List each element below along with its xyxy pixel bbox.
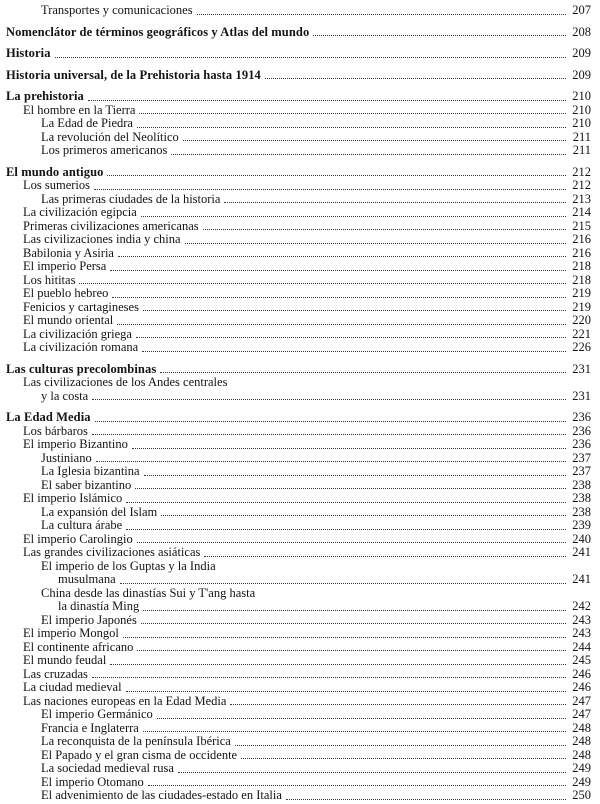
toc-entry-label: El imperio Bizantino <box>23 437 128 451</box>
section-gap <box>6 82 591 90</box>
toc-row <box>6 654 591 668</box>
toc-row <box>6 600 591 614</box>
dot-leader <box>112 297 566 298</box>
toc-entry-label: Justiniano <box>41 450 92 465</box>
toc-entry-label: La civilización griega <box>23 326 132 341</box>
toc-row <box>6 179 591 193</box>
page-number: 209 <box>572 46 591 60</box>
page-number: 240 <box>572 531 591 546</box>
dot-leader <box>88 100 566 101</box>
toc-entry-label: La ciudad medieval <box>23 680 122 694</box>
toc-row <box>6 708 591 722</box>
dot-leader <box>135 488 566 489</box>
page-number: 209 <box>572 67 591 82</box>
toc-entry-label: Las primeras ciudades de la historia <box>41 191 221 206</box>
toc-row <box>6 90 591 104</box>
toc-entry-label: El imperio Japonés <box>41 612 137 627</box>
dot-leader <box>230 704 566 705</box>
page-number: 249 <box>572 761 591 775</box>
toc-entry-label: La civilización egipcia <box>23 205 137 219</box>
page-number: 212 <box>572 164 591 179</box>
toc-row <box>6 452 591 466</box>
toc-row <box>6 328 591 342</box>
toc-row <box>6 411 591 425</box>
dot-leader <box>126 529 566 530</box>
dot-leader <box>141 623 566 624</box>
toc-entry-label: Francia e Inglaterra <box>41 720 139 735</box>
page-number: 218 <box>572 259 591 273</box>
toc-entry-label: La Edad Media <box>6 410 91 424</box>
toc-row <box>6 789 591 803</box>
toc-row <box>6 438 591 452</box>
dot-leader <box>137 542 566 543</box>
toc-entry-label: Primeras civilizaciones americanas <box>23 218 199 233</box>
page-number: 249 <box>572 774 591 789</box>
toc-entry-label: La Iglesia bizantina <box>41 464 140 478</box>
page-number: 243 <box>572 626 591 640</box>
toc-entry-label: Las civilizaciones de los Andes centrales <box>23 375 228 389</box>
dot-leader <box>55 57 566 58</box>
toc-entry-label: Fenicios y cartagineses <box>23 299 139 314</box>
toc-entry-label: China desde las dinastías Sui y T'ang hasta <box>41 585 256 600</box>
page-number: 219 <box>572 286 591 300</box>
page-number: 236 <box>572 423 591 438</box>
page-number: 212 <box>572 178 591 192</box>
dot-leader <box>161 515 566 516</box>
page-number: 215 <box>572 218 591 233</box>
dot-leader <box>144 475 566 476</box>
toc-entry-label: El imperio Carolingio <box>23 531 133 546</box>
toc-row <box>6 69 591 83</box>
dot-leader <box>286 799 566 800</box>
toc-row <box>6 131 591 145</box>
dot-leader <box>120 583 566 584</box>
toc-entry-label: El imperio Mongol <box>23 626 119 640</box>
dot-leader <box>241 758 566 759</box>
toc-row <box>6 546 591 560</box>
page-number: 248 <box>572 747 591 762</box>
toc-row <box>6 220 591 234</box>
toc-entry-label: La civilización romana <box>23 340 139 354</box>
toc-entry-label: Historia universal, de la Prehistoria hasta 1914 <box>6 67 261 82</box>
toc-row <box>6 376 591 390</box>
toc-entry-label: El imperio Otomano <box>41 774 144 789</box>
page-number: 216 <box>572 232 591 246</box>
toc-row <box>6 749 591 763</box>
toc-row <box>6 274 591 288</box>
toc-row <box>6 314 591 328</box>
page-number: 247 <box>572 707 591 721</box>
toc-entry-label: El imperio Germánico <box>41 707 153 721</box>
toc-list <box>6 4 591 803</box>
toc-row <box>6 492 591 506</box>
page-number: 208 <box>572 24 591 39</box>
dot-leader <box>313 35 566 36</box>
dot-leader <box>118 256 566 257</box>
page-number: 248 <box>572 720 591 735</box>
toc-entry-label: El mundo feudal <box>23 653 107 667</box>
dot-leader <box>94 189 566 190</box>
toc-row <box>6 695 591 709</box>
dot-leader <box>148 785 566 786</box>
toc-row <box>6 668 591 682</box>
toc-row <box>6 233 591 247</box>
toc-entry-label: El hombre en la Tierra <box>23 102 136 117</box>
page-number: 207 <box>572 3 591 17</box>
toc-row <box>6 573 591 587</box>
toc-row <box>6 614 591 628</box>
page-number: 246 <box>572 666 591 681</box>
toc-row <box>6 247 591 261</box>
toc-row <box>6 762 591 776</box>
dot-leader <box>136 337 566 338</box>
toc-row <box>6 681 591 695</box>
dot-leader <box>96 461 566 462</box>
page-number: 219 <box>572 299 591 314</box>
dot-leader <box>92 399 566 400</box>
toc-entry-label: Transportes y comunicaciones <box>41 3 193 17</box>
toc-row <box>6 104 591 118</box>
page-number: 210 <box>572 102 591 117</box>
toc-entry-label: La expansión del Islam <box>41 504 158 519</box>
page-number: 244 <box>572 639 591 654</box>
toc-entry-label: Los sumerios <box>23 178 91 192</box>
toc-entry-label: El saber bizantino <box>41 477 132 492</box>
dot-leader <box>117 324 566 325</box>
page-number: 248 <box>572 734 591 748</box>
dot-leader <box>185 243 566 244</box>
toc-entry-label: Historia <box>6 46 51 60</box>
toc-row <box>6 776 591 790</box>
toc-entry-label: La Edad de Piedra <box>41 116 133 130</box>
toc-row <box>6 144 591 158</box>
page-number: 231 <box>572 388 591 403</box>
page-number: 242 <box>572 599 591 613</box>
section-gap <box>6 39 591 47</box>
dot-leader <box>143 610 566 611</box>
section-gap <box>6 403 591 411</box>
toc-entry-label: La cultura árabe <box>41 518 123 532</box>
toc-entry-label: Los bárbaros <box>23 423 88 438</box>
page-number: 238 <box>572 504 591 519</box>
toc-entry-label: La revolución del Neolítico <box>41 129 179 144</box>
page-number: 239 <box>572 518 591 532</box>
dot-leader <box>126 502 566 503</box>
dot-leader <box>183 140 566 141</box>
dot-leader <box>143 731 566 732</box>
toc-row <box>6 533 591 547</box>
page-number: 210 <box>572 89 591 103</box>
page-number: 220 <box>572 313 591 327</box>
toc-row <box>6 519 591 533</box>
toc-entry-label: El imperio Islámico <box>23 491 123 505</box>
page-number: 241 <box>572 545 591 559</box>
toc-row <box>6 4 591 18</box>
dot-leader <box>178 772 566 773</box>
toc-entry-label: Las culturas precolombinas <box>6 361 157 376</box>
page-number: 238 <box>572 477 591 492</box>
toc-row <box>6 341 591 355</box>
dot-leader <box>95 421 566 422</box>
toc-entry-label: La sociedad medieval rusa <box>41 761 174 775</box>
dot-leader <box>92 677 566 678</box>
page-number: 237 <box>572 464 591 478</box>
toc-entry-label: El Papado y el gran cisma de occidente <box>41 747 238 762</box>
dot-leader <box>204 556 566 557</box>
dot-leader <box>157 718 566 719</box>
toc-row <box>6 587 591 601</box>
page-number: 250 <box>572 788 591 802</box>
toc-row <box>6 465 591 479</box>
dot-leader <box>265 78 566 79</box>
toc-row <box>6 206 591 220</box>
toc-entry-label: Babilonia y Asiria <box>23 245 114 260</box>
dot-leader <box>137 650 566 651</box>
toc-entry-label: la dinastía Ming <box>58 599 140 613</box>
toc-entry-label: La reconquista de la península Ibérica <box>41 734 231 748</box>
dot-leader <box>137 127 566 128</box>
toc-entry-label: Los primeros americanos <box>41 143 168 157</box>
toc-entry-label: El imperio de los Guptas y la India <box>41 558 216 573</box>
dot-leader <box>142 351 566 352</box>
dot-leader <box>143 310 566 311</box>
toc-entry-label: musulmana <box>58 572 116 586</box>
dot-leader <box>203 229 566 230</box>
toc-entry-label: El pueblo hebreo <box>23 286 109 300</box>
page-number: 238 <box>572 491 591 505</box>
page-number: 218 <box>572 272 591 287</box>
toc-entry-label: El mundo oriental <box>23 313 114 327</box>
dot-leader <box>224 202 566 203</box>
toc-entry-label: El continente africano <box>23 639 134 654</box>
page-number: 243 <box>572 612 591 627</box>
page-number: 245 <box>572 653 591 667</box>
toc-entry-label: Los hititas <box>23 272 76 287</box>
page-number: 236 <box>572 437 591 451</box>
dot-leader <box>110 270 566 271</box>
toc-row <box>6 506 591 520</box>
toc-row <box>6 260 591 274</box>
dot-leader <box>160 372 566 373</box>
toc-row <box>6 627 591 641</box>
page-number: 214 <box>572 205 591 219</box>
toc-row <box>6 117 591 131</box>
page-number: 210 <box>572 116 591 130</box>
page-number: 247 <box>572 693 591 708</box>
toc-row <box>6 287 591 301</box>
dot-leader <box>197 14 566 15</box>
page-number: 236 <box>572 410 591 424</box>
toc-row <box>6 479 591 493</box>
toc-row <box>6 26 591 40</box>
page-number: 237 <box>572 450 591 465</box>
toc-row <box>6 301 591 315</box>
toc-entry-label: Las naciones europeas en la Edad Media <box>23 693 227 708</box>
toc-entry-label: La prehistoria <box>6 89 84 103</box>
toc-row <box>6 166 591 180</box>
dot-leader <box>132 448 566 449</box>
toc-row <box>6 193 591 207</box>
toc-row <box>6 641 591 655</box>
toc-row <box>6 735 591 749</box>
toc-row <box>6 425 591 439</box>
dot-leader <box>235 745 566 746</box>
dot-leader <box>141 216 566 217</box>
toc-row <box>6 390 591 404</box>
page-number: 213 <box>572 191 591 206</box>
toc-entry-label: Las civilizaciones india y china <box>23 232 181 246</box>
toc-row <box>6 722 591 736</box>
page-number: 226 <box>572 340 591 354</box>
toc-entry-label: Las grandes civilizaciones asiáticas <box>23 545 201 559</box>
dot-leader <box>79 283 566 284</box>
toc-row <box>6 363 591 377</box>
dot-leader <box>139 113 566 114</box>
page-number: 231 <box>572 361 591 376</box>
dot-leader <box>110 664 566 665</box>
toc-entry-label: Las cruzadas <box>23 666 88 681</box>
toc-entry-label: Nomenclátor de términos geográficos y Atlas del mundo <box>6 24 310 39</box>
page-number: 221 <box>572 326 591 341</box>
toc-row <box>6 47 591 61</box>
page-number: 216 <box>572 245 591 260</box>
page-number: 246 <box>572 680 591 694</box>
toc-row <box>6 560 591 574</box>
page-number: 241 <box>572 572 591 586</box>
page-number: 211 <box>572 129 591 144</box>
dot-leader <box>171 154 566 155</box>
page-number: 211 <box>572 143 591 157</box>
toc-entry-label: El mundo antiguo <box>6 164 104 179</box>
toc-entry-label: y la costa <box>41 388 89 403</box>
dot-leader <box>126 691 566 692</box>
dot-leader <box>92 434 566 435</box>
dot-leader <box>107 175 566 176</box>
toc-entry-label: El imperio Persa <box>23 259 107 273</box>
dot-leader <box>123 637 566 638</box>
toc-entry-label: El advenimiento de las ciudades-estado en Italia <box>41 788 282 802</box>
